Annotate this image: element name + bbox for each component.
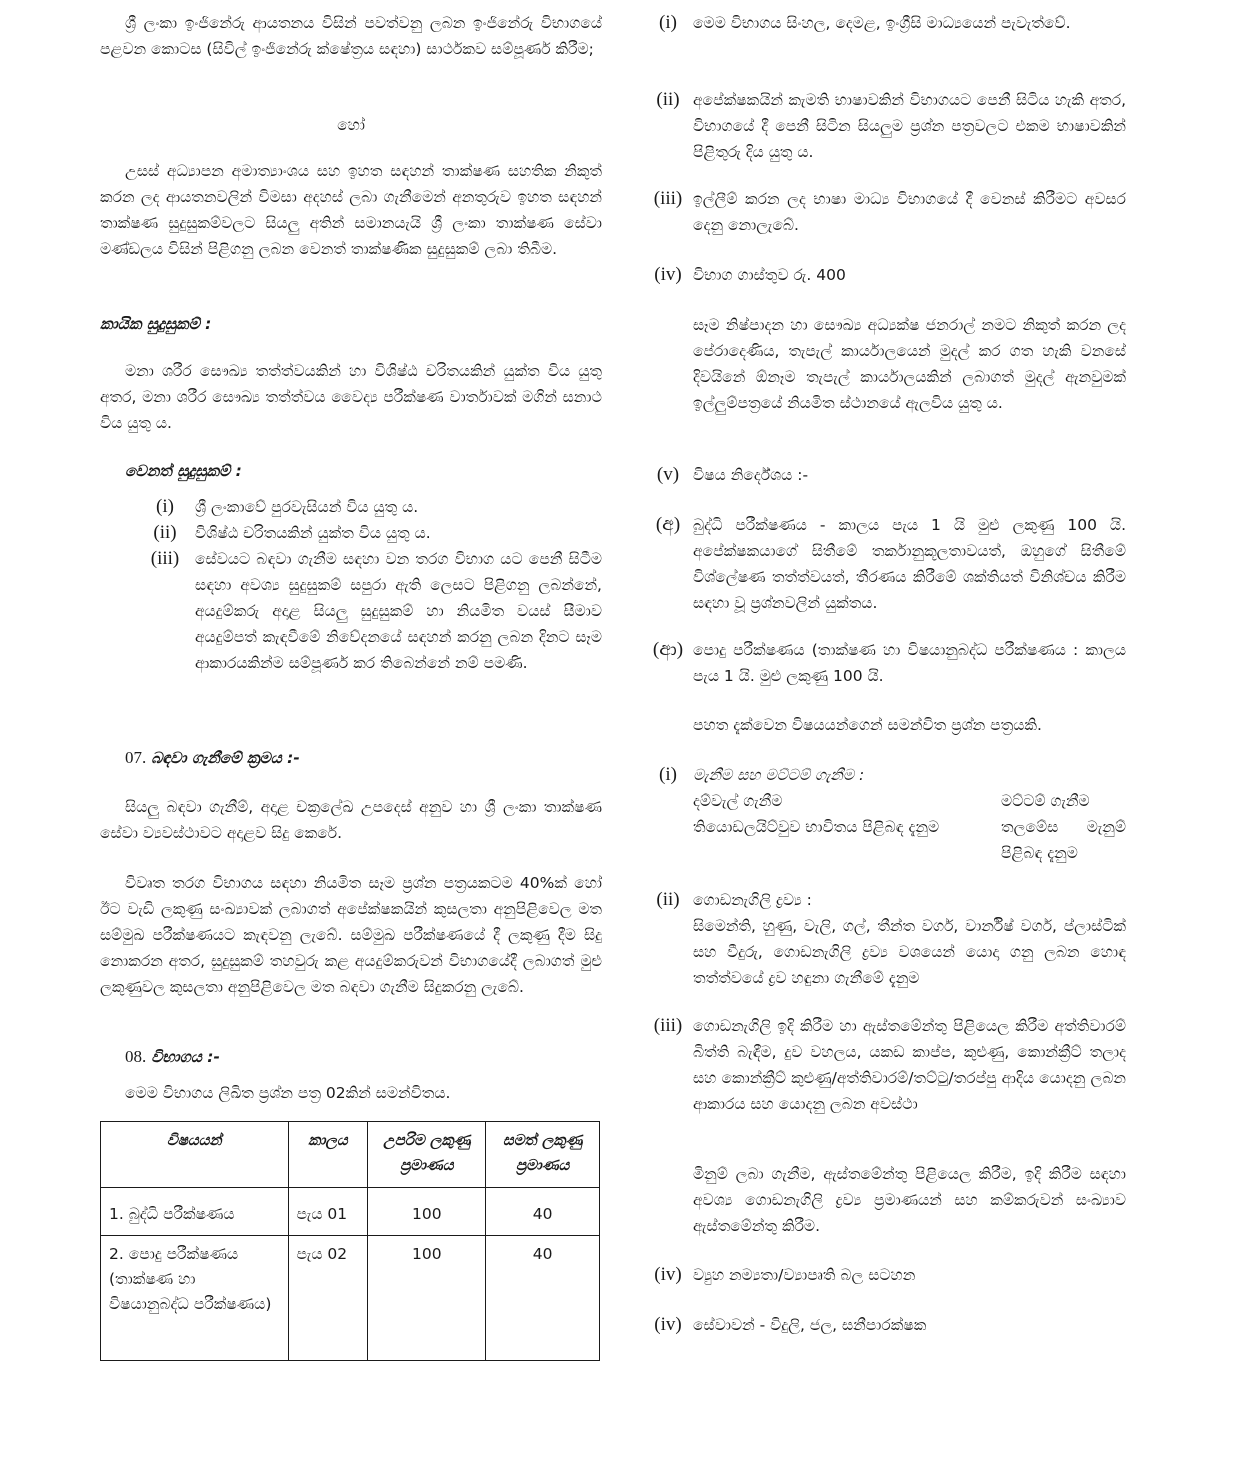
services-item: [648, 1312, 1126, 1338]
list-item: [648, 262, 1126, 288]
materials-item: [648, 887, 1126, 991]
list-item-text: විෂය නිර්දේශය :-: [693, 466, 809, 484]
list-item-text: සෑම නිෂ්පාදන හා සෞඛ්‍ය අධ්‍යක්ෂ ජනරාල් නමට නිකුත් කරන ලද පේරාදෙණිය, තැපැල් කාර්යාලයෙන් මුදල් කර ගත හැකි වනසේ දිවයිනේ ඕනෑම තැපැල් කාර්යාලයකින් ලබාගත් මුදල් ඇනවුමක් ඉල්ලුම්පත්‍රයේ නියමිත ස්ථානයේ ඇලවිය යුතු ය.: [693, 316, 1126, 412]
section-title: බඳවා ගැනීමේ ක්‍රමය :-: [151, 749, 300, 767]
table-cell-subject: 1. බුද්ධි පරීක්ෂණය: [101, 1188, 289, 1236]
section-7-heading: [125, 745, 602, 771]
estimation-item: [648, 1161, 1126, 1239]
table-cell-pass: 40: [486, 1188, 600, 1236]
list-marker: (ii): [153, 522, 177, 543]
list-item: [648, 87, 1126, 165]
measurement-cell: දම්වැල් ගැනීම: [693, 792, 783, 810]
list-item-text: විශිෂ්ඨ චරිතයකින් යුක්ත විය යුතු ය.: [195, 524, 431, 542]
measurement-item: [648, 762, 1126, 866]
measurement-cell: තියොඩලයිට්වුව භාවිතය පිළිබඳ දැනුම: [693, 818, 940, 836]
table-cell-max: 100: [368, 1236, 486, 1361]
list-marker: (iv): [654, 1264, 682, 1285]
list-item: [648, 312, 1126, 416]
list-item-text: පොදු පරීක්ෂණය (තාක්ෂණ හා විෂයානුබද්ධ පරීක්ෂණය : කාලය පැය 1 යි. මුළු ලකුණු 100 යි.: [693, 641, 1126, 685]
structure-text: ව්‍යුහ නම්‍යතා/ව්‍යාපෘති බල සටහන: [693, 1266, 916, 1284]
table-header-time: කාලය: [288, 1122, 368, 1188]
section-title: විභාගය :-: [151, 1048, 220, 1066]
list-item: [648, 637, 1126, 689]
list-item: [648, 712, 1126, 738]
list-item-text: ශ්‍රී ලංකාවේ පුරවැසියන් විය යුතු ය.: [195, 498, 419, 516]
table-header-max-marks: උපරිම ලකුණු ප්‍රමාණය: [368, 1122, 486, 1188]
section-7-paragraph-1: සියලු බඳවා ගැනීම්, අදාළ චක්‍රලේඛ උපදෙස් අනුව හා ශ්‍රී ලංකා තාක්ෂණ සේවා ව්‍යවස්ථාවට අදාළව සිදු කෙරේ.: [100, 798, 602, 842]
list-item: [145, 546, 602, 676]
list-marker: (ii): [656, 889, 680, 910]
materials-text: සිමෙන්ති, හුණු, වැලි, ගල්, තීන්ත වර්ග, වාර්නිෂ් වර්ග, ප්ලාස්ටික් සහ වීදුරු, ගොඩනැගිලි ද්‍රව්‍ය වශයෙන් යොදා ගනු ලබන හොඳ තත්ත්වයේ ද්‍රව හඳුනා ගැනීමේ දැනුම: [693, 917, 1126, 987]
table-cell-time: පැය 01: [288, 1188, 368, 1236]
table-header-pass-marks: සමත් ලකුණු ප්‍රමාණය: [486, 1122, 600, 1188]
list-item-text: බුද්ධි පරීක්ෂණය - කාලය පැය 1 යි මුළු ලකුණු 100 යි. අපේක්ෂකයාගේ සිතීමේ තර්කානුකූලතාවයත්, ඔහුගේ සිතීමේ විශ්ලේෂණ තත්ත්වයත්, තීරණය කිරීමේ ශක්තියත් විනිශ්චය කිරීම සඳහා වූ ප්‍රශ්නවලින් යුක්තය.: [693, 516, 1126, 612]
materials-title: ගොඩනැගිලි ද්‍රව්‍ය :: [693, 891, 812, 909]
list-marker: (i): [156, 496, 174, 517]
measurement-row: [693, 814, 1126, 866]
exam-table: [100, 1121, 600, 1361]
materials-content: [693, 887, 1126, 991]
section-8-text: මෙම විභාගය ලිඛිත ප්‍රශ්න පත්‍ර 02කින් සමන්විතය.: [125, 1084, 451, 1102]
construction-item: [648, 1013, 1126, 1117]
measurement-cell: මට්ටම් ගැනීම: [1001, 792, 1090, 810]
table-row: [101, 1236, 600, 1361]
other-qualifications-list: [145, 494, 602, 676]
list-marker: (iii): [653, 1015, 683, 1036]
structure-item: [648, 1262, 1126, 1288]
or-separator: හෝ: [337, 116, 365, 134]
list-item: [648, 10, 1126, 36]
qualification-paragraph-1: ශ්‍රී ලංකා ඉංජිනේරු ආයතනය විසින් පවත්වනු ලබන ඉංජිනේරු විභාගයේ පළවන කොටස (සිවිල් ඉංජිනේරු ක්ෂේත්‍රය සඳහා) සාර්ථකව සම්පූර්ණ කිරීම;: [100, 14, 602, 58]
section-number: 07.: [125, 748, 147, 767]
list-item: [648, 512, 1126, 616]
section-number: 08.: [125, 1047, 147, 1066]
list-item-text: අපේක්ෂකයින් කැමති භාෂාවකින් විභාගයට පෙනී සිටිය හැකි අතර, විභාගයේ දී පෙනී සිටින සියලුම ප්‍රශ්න පත්‍රවලට එකම භාෂාවකින් පිළිතුරු දිය යුතු ය.: [693, 91, 1126, 161]
list-marker: (v): [656, 464, 680, 485]
list-marker: (i): [659, 764, 677, 785]
list-item-text: විභාග ගාස්තුව රු. 400: [693, 266, 846, 284]
measurement-title: මැනීම සහ මට්ටම් ගැනීම :: [693, 766, 865, 784]
list-item: [648, 462, 1126, 488]
measurement-row: [693, 788, 1126, 814]
table-row: [101, 1188, 600, 1236]
list-marker: (ආ): [652, 639, 684, 660]
qualification-paragraph-2: උසස් අධ්‍යාපන අමාත්‍යාංශය සහ ඉහත සඳහන් තාක්ෂණ සහතික නිකුත් කරන ලද ආයතනවලින් විමසා අදහස් ලබා ගැනීමෙන් අනතුරුව ඉහත සඳහන් තාක්ෂණ සුදුසුකම්වලට සියලු අතින් සමානයැයි ශ්‍රී ලංකා තාක්ෂණ සේවා මණ්ඩලය විසින් පිළිගනු ලබන වෙනත් තාක්ෂණික සුදුසුකම් ලබා තිබීම.: [100, 162, 602, 258]
list-item: [648, 186, 1126, 238]
list-marker: (iii): [150, 548, 180, 569]
section-7-paragraph-2: විවෘත තරග විභාගය සඳහා නියමිත සෑම ප්‍රශ්න පත්‍රයකටම 40%ක් හෝ ඊට වැඩි ලකුණු සංඛ්‍යාවක් ලබාගත් අපේක්ෂකයින් කුසලතා අනුපිළිවෙල මත සම්මුඛ පරීක්ෂණයට කැඳවනු ලැබේ. සම්මුඛ පරීක්ෂණයේ දී ලකුණු දීම සිදු නොකරන අතර, සුදුසුකම් තහවුරු කළ අයදුම්කරුවන් විභාගයේදී ලබාගත් මුළු ලකුණුවල කුසලතා අනුපිළිවෙල මත බඳවා ගැනීම සිදුකරනු ලැබේ.: [100, 874, 602, 996]
list-marker: (i): [659, 12, 677, 33]
table-header-subject: විෂයයන්: [101, 1122, 289, 1188]
services-text: සේවාවන් - විදුලි, ජල, සනීපාරක්ෂක: [693, 1316, 927, 1334]
list-item-text: ඉල්ලීම් කරන ලද භාෂා මාධ්‍ය විභාගයේ දී වෙනස් කිරීමට අවසර දෙනු නොලැබේ.: [693, 190, 1126, 234]
list-item-text: සේවයට බඳවා ගැනීම සඳහා වන තරග විභාග යට පෙනී සිටීම සඳහා අවශ්‍ය සුදුසුකම් සපුරා ඇති ලෙසට පිළිගනු ලබන්නේ, අයදුම්කරු අදාළ සියලු සුදුසුකම් හා නියමිත වයස් සීමාව අයදුම්පත් කැඳවීමේ නිවේදනයේ සඳහන් කරනු ලබන දිනට සෑම ආකාරයකින්ම සම්පූර්ණ කර තිබෙන්නේ නම් පමණි.: [195, 550, 602, 672]
estimation-text: මිනුම් ලබා ගැනීම, ඇස්තමේන්තු පිළියෙල කිරීම, ඉදි කිරීම සඳහා අවශ්‍ය ගොඩනැගිලි ද්‍රව්‍ය ප්‍රමාණයන් සහ කම්කරුවන් සංඛ්‍යාව ඇස්තමේන්තු කිරීම.: [693, 1165, 1126, 1235]
construction-text: ගොඩනැගිලි ඉදි කිරීම හා ඇස්තමේන්තු පිළියෙල කිරීම අත්තිවාරම් බිත්ති බැඳීම, දුව වහලය, යකඩ කාප්ප, කුළුණු, කොන්ක්‍රීට් තලාද සහ කොන්ක්‍රීට් කුළුණු/අත්තිවාරම්/තට්ටු/තරප්පු ආදිය යොදනු ලබන ආකාරය සහ යොදනු ලබන අවස්ථා: [693, 1017, 1126, 1113]
list-marker: (iv): [654, 1314, 682, 1335]
physical-qualifications-text: මනා ශරීර සෞඛ්‍ය තත්ත්වයකින් හා විශිෂ්ඨ චරිතයකින් යුක්ත විය යුතු අතර, මනා ශරීර සෞඛ්‍ය තත්ත්වය වෛද්‍ය පරීක්ෂණ වාර්තාවක් මගින් සනාථ විය යුතු ය.: [100, 362, 602, 432]
list-item: [145, 520, 602, 546]
table-cell-max: 100: [368, 1188, 486, 1236]
other-qualifications-heading: වෙනත් සුදුසුකම් :: [125, 462, 242, 480]
table-header-row: [101, 1122, 600, 1188]
list-item-text: පහත දැක්වෙන විෂයයන්ගෙන් සමන්විත ප්‍රශ්න පත්‍රයකි.: [693, 716, 1042, 734]
list-marker: (iv): [654, 264, 682, 285]
table-cell-time: පැය 02: [288, 1236, 368, 1361]
measurement-cell: තලමේස මැනුම් පිළිබඳ දැනුම: [1001, 818, 1126, 862]
table-cell-subject: 2. පොදු පරීක්ෂණය (තාක්ෂණ හා විෂයානුබද්ධ පරීක්ෂණය): [101, 1236, 289, 1361]
measurement-content: [693, 762, 1126, 866]
list-item-text: මෙම විභාගය සිංහල, දෙමළ, ඉංග්‍රීසි මාධ්‍යයෙන් පැවැත්වේ.: [693, 14, 1071, 32]
physical-qualifications-heading: කායික සුදුසුකම් :: [100, 315, 212, 333]
list-marker: (ii): [656, 89, 680, 110]
list-marker: (iii): [653, 188, 683, 209]
table-cell-pass: 40: [486, 1236, 600, 1361]
section-8-heading: [125, 1044, 602, 1070]
list-item: [145, 494, 602, 520]
list-marker: (අ): [655, 514, 681, 535]
